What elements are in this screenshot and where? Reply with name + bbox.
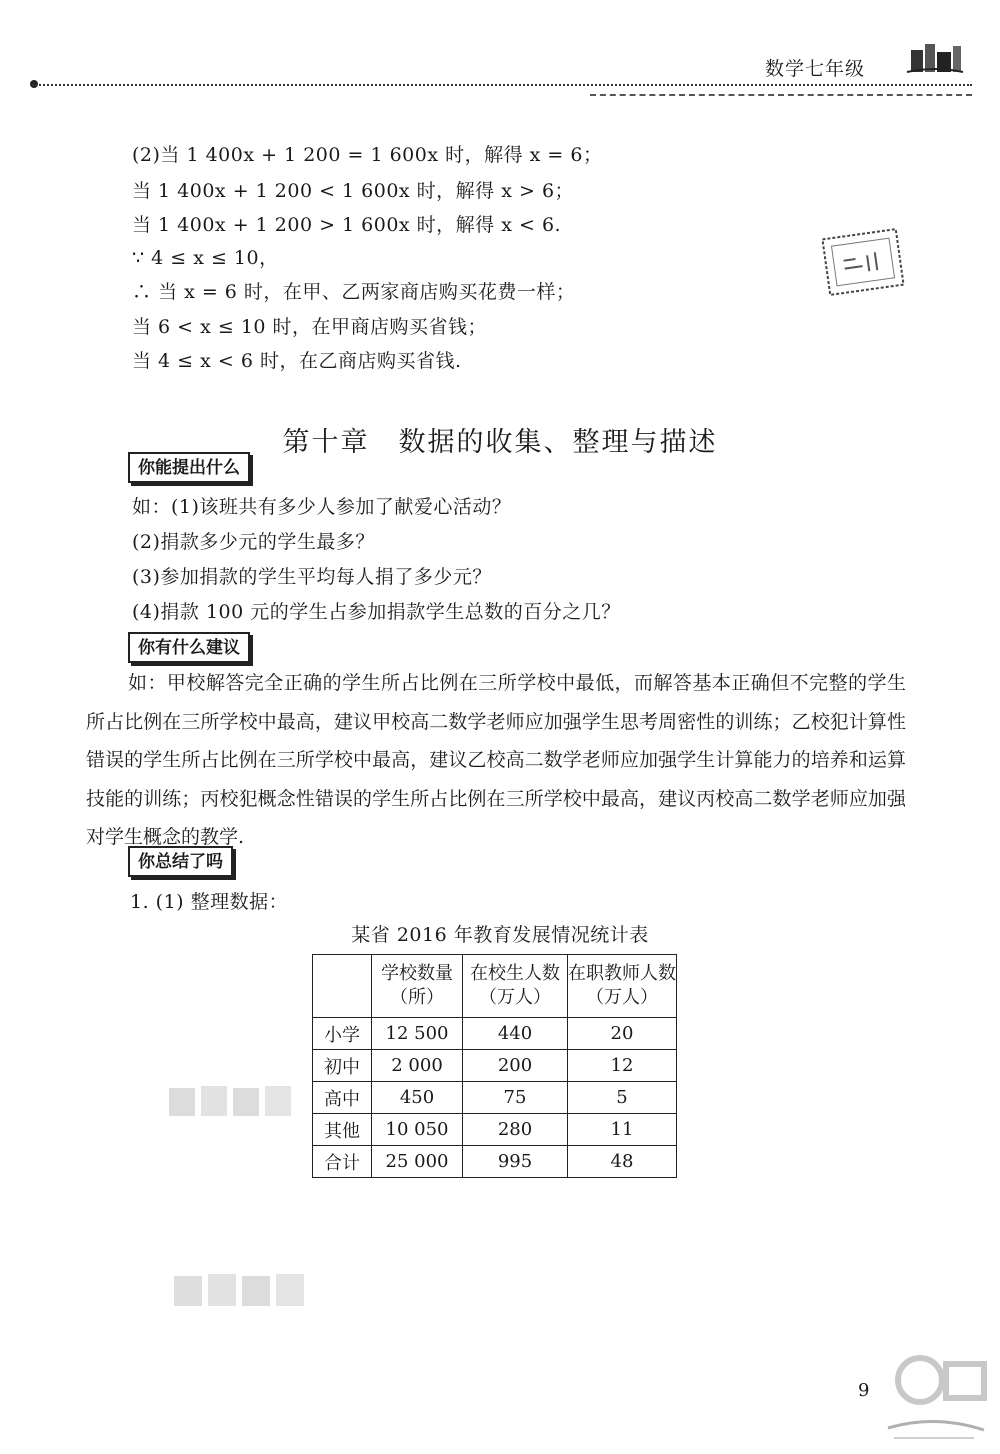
table-header-cell: [313, 955, 372, 1018]
table-cell: 5: [568, 1082, 677, 1114]
section-heading-suggestions: 你有什么建议: [128, 632, 250, 663]
solution-line-7: 当 4 ≤ x < 6 时，在乙商店购买省钱.: [132, 350, 462, 372]
table-cell: 440: [463, 1018, 568, 1050]
question-line-2: (2)捐款多少元的学生最多？: [132, 531, 375, 553]
table-header-cell: 在校生人数（万人）: [463, 955, 568, 1018]
table-cell: 75: [463, 1082, 568, 1114]
table-row: [313, 1146, 677, 1178]
table-header-cell: 学校数量（所）: [372, 955, 463, 1018]
chapter-title: 第十章 数据的收集、整理与描述: [282, 427, 718, 458]
header-rule: [32, 84, 972, 86]
table-cell: 合计: [313, 1146, 372, 1178]
section-heading-summary: 你总结了吗: [128, 846, 233, 877]
table-row: [313, 1018, 677, 1050]
table-cell: 11: [568, 1114, 677, 1146]
table-caption: 某省 2016 年教育发展情况统计表: [351, 924, 649, 946]
table-cell: 12: [568, 1050, 677, 1082]
table-cell: 2 000: [372, 1050, 463, 1082]
table-cell: 450: [372, 1082, 463, 1114]
solution-line-3: 当 1 400x + 1 200 > 1 600x 时，解得 x < 6.: [132, 214, 562, 236]
watermark-logo-icon: [880, 1350, 990, 1445]
solution-line-5: ∴ 当 x = 6 时，在甲、乙两家商店购买花费一样；: [132, 281, 576, 303]
table-cell: 48: [568, 1146, 677, 1178]
solution-line-4: ∵ 4 ≤ x ≤ 10，: [132, 247, 279, 269]
table-cell: 10 050: [372, 1114, 463, 1146]
header-title: 数学七年级: [765, 58, 866, 80]
table-cell: 初中: [313, 1050, 372, 1082]
summary-intro: 1. (1) 整理数据：: [130, 891, 289, 913]
table-header-row: [313, 955, 677, 1018]
faint-scan-mark: [165, 1080, 295, 1124]
table-header-cell: 在职教师人数（万人）: [568, 955, 677, 1018]
stamp-icon: [820, 228, 906, 296]
page-number: 9: [858, 1380, 870, 1401]
table-cell: 280: [463, 1114, 568, 1146]
table-cell: 25 000: [372, 1146, 463, 1178]
education-stats-table: [312, 954, 677, 1178]
table-cell: 高中: [313, 1082, 372, 1114]
table-cell: 小学: [313, 1018, 372, 1050]
table-cell: 995: [463, 1146, 568, 1178]
faint-scan-mark: [170, 1268, 310, 1314]
table-cell: 200: [463, 1050, 568, 1082]
section-heading-questions: 你能提出什么: [128, 452, 250, 483]
table-cell: 12 500: [372, 1018, 463, 1050]
header-subrule: [590, 94, 972, 96]
table-cell: 20: [568, 1018, 677, 1050]
solution-line-6: 当 6 < x ≤ 10 时，在甲商店购买省钱；: [132, 316, 488, 338]
table-row: [313, 1082, 677, 1114]
book-logo-icon: [905, 38, 965, 78]
question-line-3: (3)参加捐款的学生平均每人捐了多少元？: [132, 566, 492, 588]
solution-line-2: 当 1 400x + 1 200 < 1 600x 时，解得 x > 6；: [132, 180, 575, 202]
table-cell: 其他: [313, 1114, 372, 1146]
solution-line-1: (2)当 1 400x + 1 200 = 1 600x 时，解得 x = 6；: [132, 144, 603, 166]
table-row: [313, 1114, 677, 1146]
question-line-4: (4)捐款 100 元的学生占参加捐款学生总数的百分之几？: [132, 601, 621, 623]
table-row: [313, 1050, 677, 1082]
question-line-1: 如：(1)该班共有多少人参加了献爱心活动？: [132, 496, 512, 518]
suggestion-paragraph: 如：甲校解答完全正确的学生所占比例在三所学校中最低，而解答基本正确但不完整的学生所占比例在三所学校中最高，建议甲校高二数学老师应加强学生思考周密性的训练；乙校犯计算性错误的学生所占比例在三所学校中最高，建议乙校高二数学老师应加强学生计算能力的培养和运算技能的训练；丙校犯概念性错误的学生所占比例在三所学校中最高，建议丙校高二数学老师应加强对学生概念的教学.: [86, 672, 906, 848]
